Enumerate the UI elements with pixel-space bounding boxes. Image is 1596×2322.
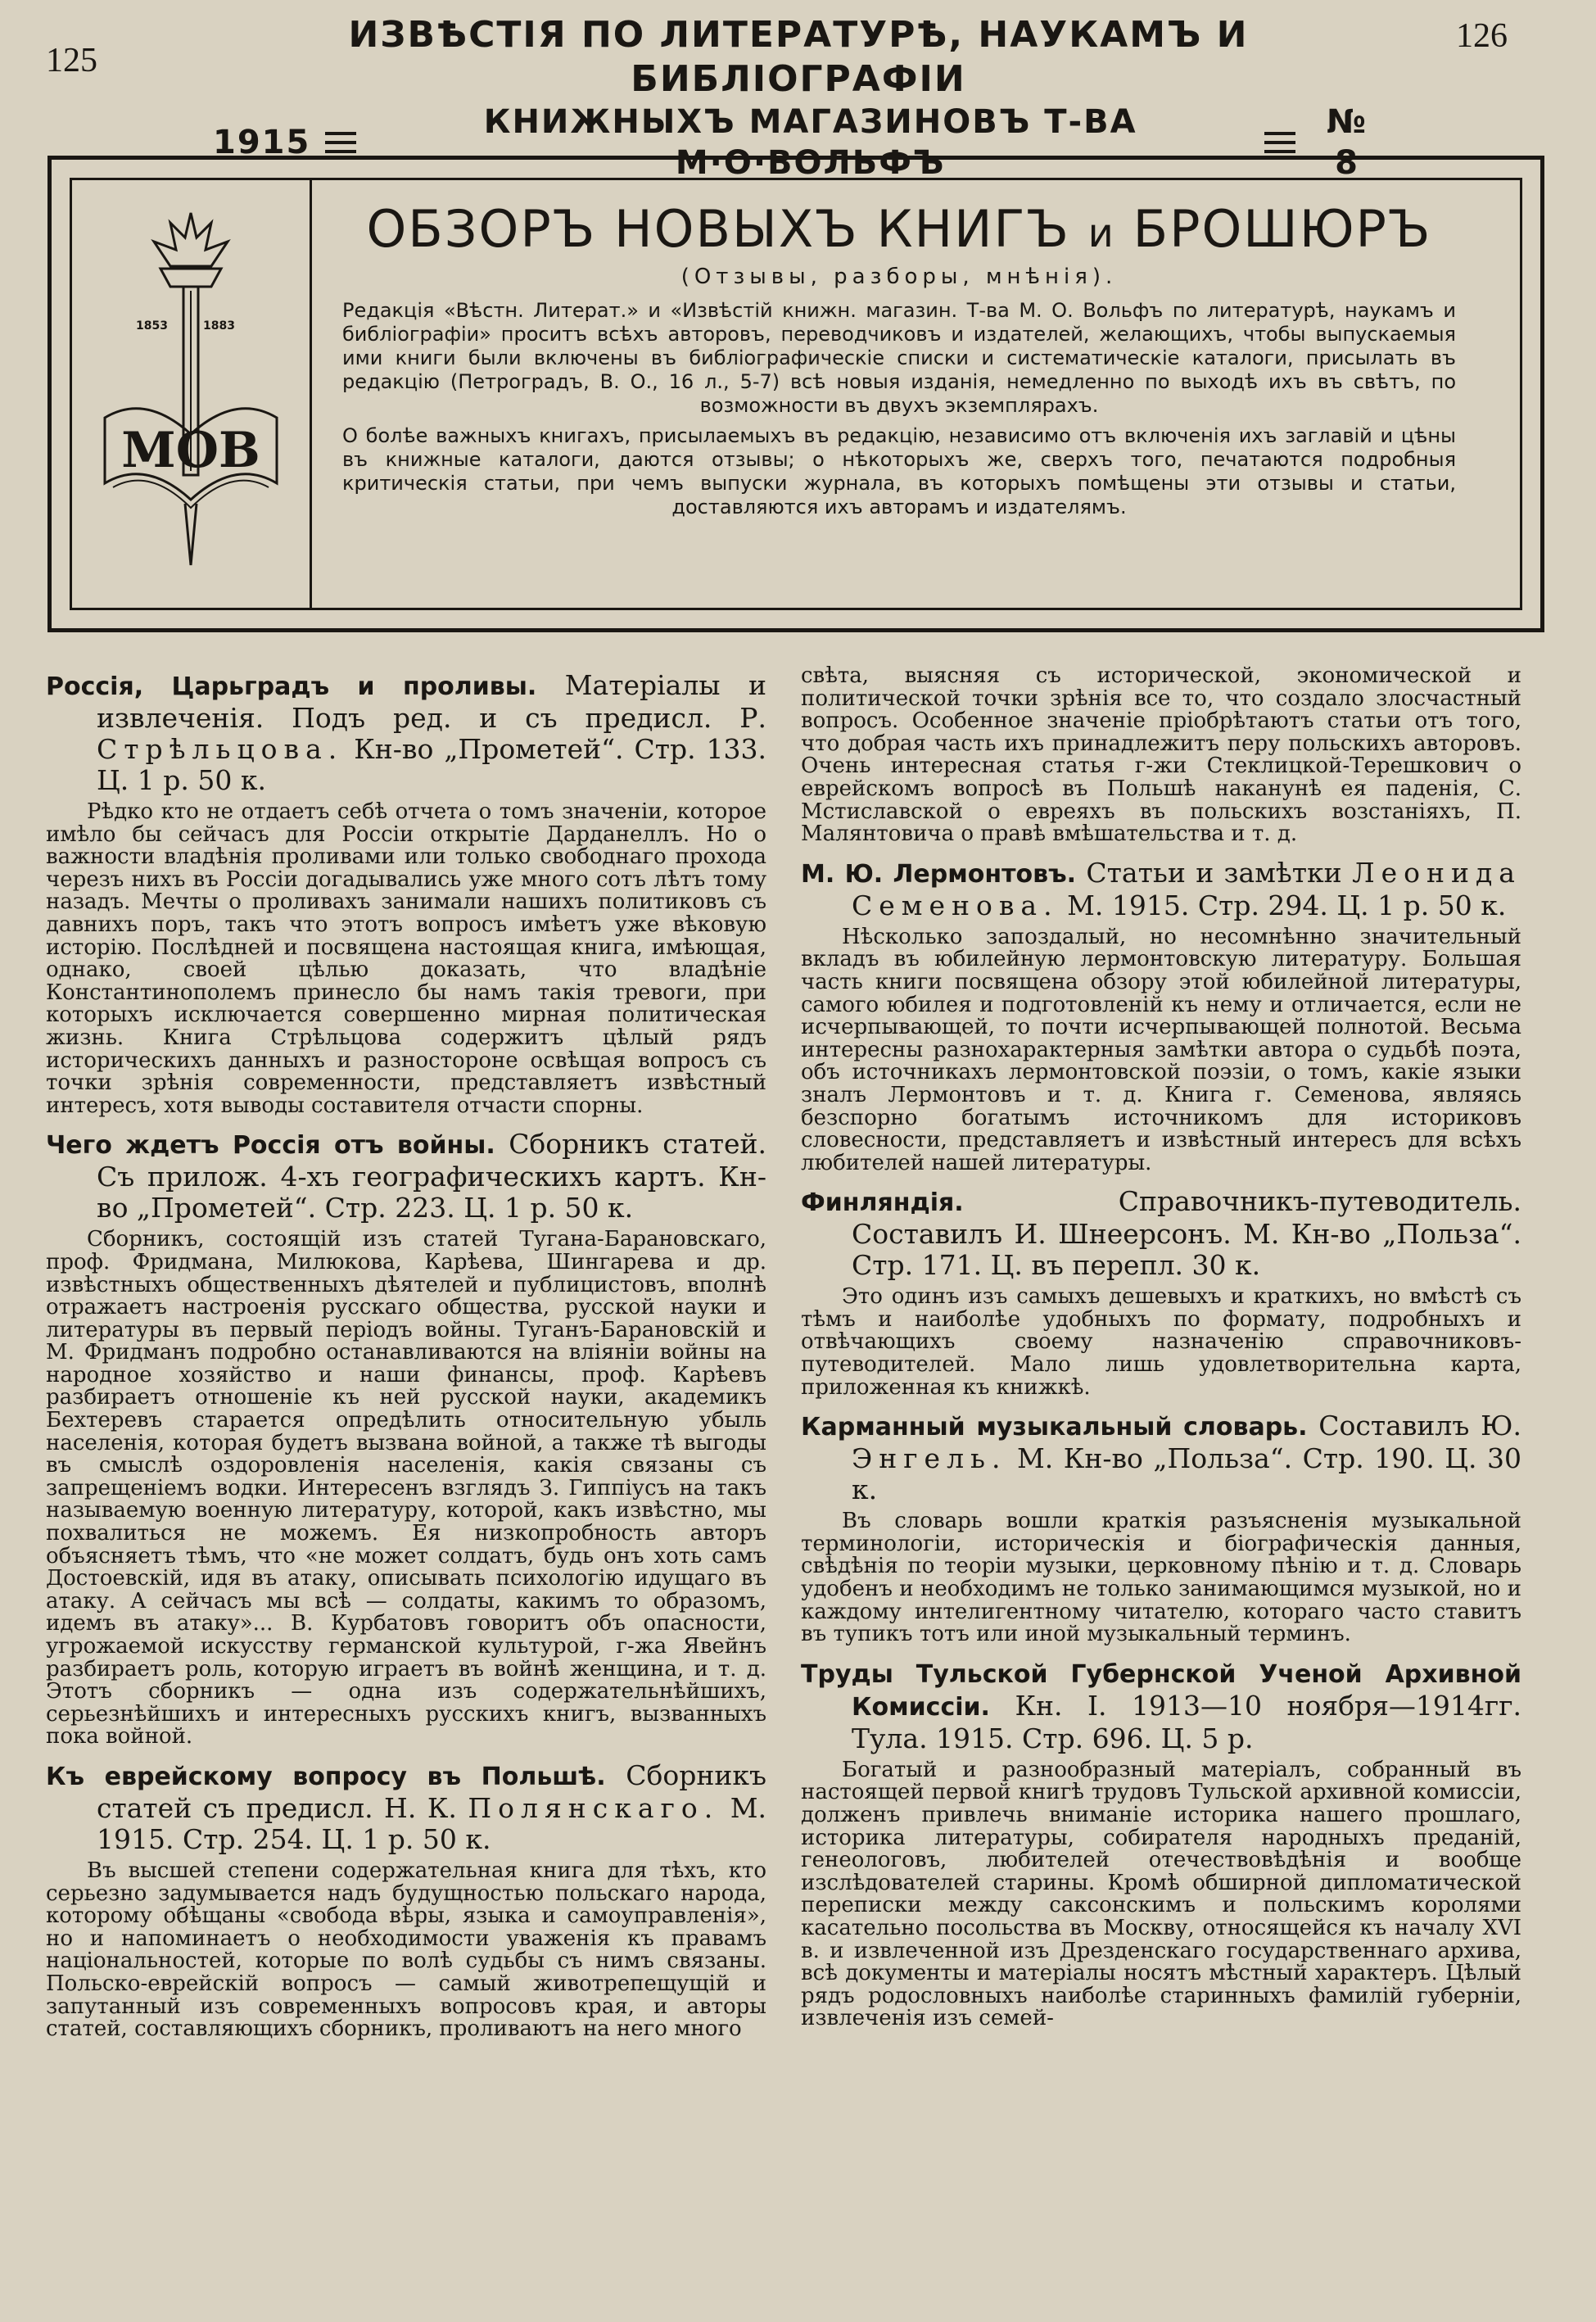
review-entry — [801, 1658, 1521, 2030]
entry-imprint: М. Кн-во „Польза“. Стр. 190. Ц. 30 к. — [852, 1442, 1521, 1506]
entry-title: Чего ждетъ Россія отъ войны. — [46, 1131, 495, 1161]
entry-heading — [801, 858, 1521, 921]
review-entry — [46, 1129, 766, 1749]
entry-title: Карманный музыкальный словарь. — [801, 1413, 1308, 1442]
notice-text — [342, 200, 1456, 519]
entry-title: Финляндія. — [801, 1188, 964, 1218]
page-number-left: 125 — [46, 42, 97, 79]
entry-meta: Кн. I. 1913—10 ноября—1914гг. Тула. 1915. Стр. 696. Ц. 5 р. — [852, 1689, 1521, 1754]
review-entry — [46, 670, 766, 1117]
notice-inner-frame — [70, 178, 1522, 610]
review-entry — [46, 1760, 766, 2041]
publisher-emblem — [72, 180, 312, 608]
review-entry — [801, 858, 1521, 1175]
notice-paragraph-2: О болѣе важныхъ книгахъ, присылаемыхъ въ редакцію, независимо отъ включенія ихъ заглавій и цѣны въ книжные каталоги, даются отзывы; о нѣкоторыхъ же, сверхъ того, печатаются подробныя критическія статьи, при чемъ выпуски журнала, въ которыхъ помѣщены эти отзывы и статьи, доставляются ихъ авторамъ и издателямъ. — [342, 424, 1456, 518]
notice-title-part-a: ОБЗОРЪ НОВЫХЪ КНИГЪ — [366, 199, 1070, 259]
entry-meta: Статьи и замѣтки — [1086, 856, 1342, 889]
emblem-monogram: МОВ — [121, 422, 260, 479]
notice-paragraph-1: Редакція «Вѣстн. Литерат.» и «Извѣстій книжн. магазин. Т-ва М. О. Вольфъ по литературѣ, наукамъ и библіографіи» проситъ всѣхъ авторовъ, переводчиковъ и издателей, желающихъ, чтобы выпускаемыя ими книги были включены въ библіографическіе списки и систематическіе каталоги, присылать въ редакцію (Петроградъ, В. О., 16 л., 5-7) всѣ новыя изданія, немедленно по выходѣ ихъ въ свѣтъ, по возможности въ двухъ экземплярахъ. — [342, 299, 1456, 417]
triple-rule-icon — [325, 132, 356, 153]
emblem-year-left: 1853 — [136, 319, 168, 333]
entry-heading — [46, 1129, 766, 1224]
entry-author: Стрѣльцова. — [97, 733, 344, 765]
left-column — [46, 665, 766, 2053]
entry-title: Труды Тульской Губернской Ученой Архивной Комиссіи. — [801, 1659, 1521, 1722]
review-entry — [801, 1186, 1521, 1399]
entry-body: Въ высшей степени содержательная книга для тѣхъ, кто серьезно задумывается надъ будущностью польскаго народа, которому обѣщаны «свобода вѣры, языка и самоуправленія», но и напоминаетъ о необходимости уваженія къ правамъ національностей, которые по волѣ судьбы съ нимъ связаны. Польско-еврейскій вопросъ — самый животрепещущій и запутанный изъ современныхъ вопросовъ края, и авторы статей, составляющихъ сборникъ, проливаютъ на него много — [46, 1858, 766, 2042]
entry-author: Энгель. — [852, 1442, 1007, 1475]
running-head-publisher: КНИЖНЫХЪ МАГАЗИНОВЪ Т-ВА М·О·ВОЛЬФЪ — [483, 103, 1137, 182]
entry-heading — [46, 670, 766, 796]
running-head-line1: ИЗВѢСТІЯ ПО ЛИТЕРАТУРѢ, НАУКАМЪ И БИБЛІОГРАФІИ — [348, 14, 1249, 100]
entry-imprint: М. 1915. Стр. 294. Ц. 1 р. 50 к. — [1067, 889, 1507, 921]
entry-body: Нѣсколько запоздалый, но несомнѣнно значительный вкладъ въ юбилейную лермонтовскую литературу. Большая часть книги посвящена обзору этой юбилейной литературы, самого юбилея и подготовленій къ нему и отличается, если не исчерпывающей, то почти исчерпывающей полнотой. Весьма интересны разнохарактерныя замѣтки автора о судьбѣ поэта, объ источникахъ лермонтовской поэзіи, о томъ, какіе языки зналъ Лермонтовъ и т. д. Книга г. Семенова, являясь безспорно богатымъ источникомъ для историковъ словесности, представляетъ и извѣстный интересъ для всѣхъ любителей нашей литературы. — [801, 924, 1521, 1175]
entry-body: Сборникъ, состоящій изъ статей Тугана-Барановскаго, проф. Фридмана, Милюкова, Карѣева, Шингарева и др. извѣстныхъ общественныхъ дѣятелей и публицистовъ, вполнѣ отражаетъ настроенія русскаго общества, русской науки и литературы въ первый періодъ войны. Туганъ-Барановскій и М. Фридманъ подробно останавливаются на вліяніи войны на народное хозяйство и наши финансы, проф. Карѣевъ разбираетъ отношеніе къ ней русской науки, академикъ Бехтеревъ старается опредѣлить относительную убыль населенія, которая будетъ вызвана войной, а также тѣ выгоды въ смыслѣ оздоровленія населенія, какія связаны съ запрещеніемъ водки. Интересенъ взглядъ З. Гиппіусъ на такъ называемую военную литературу, которой, какъ извѣстно, мы похвалиться не можемъ. Ея низкопробность авторъ объясняетъ тѣмъ, что «не может солдатъ, будь онъ хоть самъ Достоевскій, идя въ атаку, описывать психологію идущаго въ атаку. А сейчасъ мы всѣ — солдаты, какимъ то образомъ, идемъ въ атаку»... В. Курбатовъ говоритъ объ опасности, угрожаемой искусству германской культурой, г-жа Явейнъ разбираетъ роль, которую играетъ въ войнѣ женщина, и т. д. Этотъ сборникъ — одна изъ содержательнѣйшихъ, серьезнѣйшихъ и интересныхъ русскихъ книгъ, вызванныхъ пока войной. — [46, 1227, 766, 1749]
entry-imprint: М. 1915. Стр. 254. Ц. 1 р. 50 к. — [97, 1791, 766, 1855]
entry-heading — [46, 1760, 766, 1855]
notice-frame — [47, 156, 1544, 632]
entry-author: Полянскаго. — [468, 1791, 720, 1824]
entry-body: Рѣдко кто не отдаетъ себѣ отчета о томъ значеніи, которое имѣло бы сейчасъ для Россіи открытіе Дарданеллъ. Но о важности владѣнія проливами или только свободнаго прохода черезъ нихъ въ Россіи догадывались уже много сотъ лѣтъ тому назадъ. Мечты о проливахъ занимали нашихъ политиковъ съ давнихъ поръ, такъ что этотъ вопросъ имѣетъ уже вѣковую исторію. Послѣдней и посвящена настоящая книга, имѣющая, однако, своей цѣлью доказать, что владѣніе Константинополемъ принесло бы намъ такія тревоги, при которыхъ исключается совершенно мирная политическая жизнь. Книга Стрѣльцова содержитъ цѣлый рядъ историческихъ данныхъ и разностороне освѣщая вопросъ съ точки зрѣнія современности, представляетъ извѣстный интересъ, хотя выводы составителя отчасти спорны. — [46, 799, 766, 1118]
notice-title-and: и — [1087, 210, 1115, 256]
entry-body: Богатый и разнообразный матеріалъ, собранный въ настоящей первой книгѣ трудовъ Тульской архивной комиссіи, долженъ привлечь вниманіе историка нашего прошлаго, историка литературы, собирателя народныхъ преданій, генеологовъ, любителей отечествовѣдѣнія и вообще изслѣдователей старины. Кромѣ обширной дипломатической переписки между саксонскимъ и польскимъ королями касательно посольства въ Москву, относящейся къ началу XVI в. и извлеченной изъ Дрезденскаго государственнаго архива, всѣ документы и матеріалы носятъ мѣстный характеръ. Цѣлый рядъ родословныхъ наиболѣе старинныхъ фамилій губерніи, извлеченія изъ семей- — [801, 1757, 1521, 2031]
entry-meta: Матеріалы и извлеченія. Подъ ред. и съ предисл. Р. — [97, 669, 766, 734]
triple-rule-icon — [1264, 132, 1295, 153]
torch-book-emblem-icon — [88, 205, 293, 590]
notice-title — [342, 200, 1456, 263]
running-head-issue: № 8 — [1326, 103, 1368, 182]
entry-heading — [801, 1410, 1521, 1505]
entry-heading — [801, 1658, 1521, 1754]
entry-heading — [801, 1186, 1521, 1281]
page-number-right: 126 — [1456, 17, 1508, 55]
entry-author: Леонида Семенова. — [852, 856, 1521, 921]
entry-title: М. Ю. Лермонтовъ. — [801, 859, 1077, 889]
entry-meta: Сборникъ статей. Съ прилож. 4-хъ географическихъ картъ. Кн-во „Прометей“. Стр. 223. Ц. 1 р. 50 к. — [97, 1128, 766, 1224]
entry-meta: Составилъ Ю. — [1318, 1410, 1521, 1442]
entry-body-continuation: свѣта, выясняя съ исторической, экономической и политической точки зрѣнія все то, что создало злосчастный вопросъ. Особенное значеніе пріобрѣтаютъ статьи отъ того, что добрая часть ихъ принадлежитъ перу польскихъ авторовъ. Очень интересная статья г-жи Стеклицкой-Терешкович о еврейскомъ вопросѣ въ Польшѣ наканунѣ ея паденія, С. Мстиславской о евреяхъ въ польскихъ возстаніяхъ, П. Малянтовича о правѣ вмѣшательства и т. д. — [801, 663, 1521, 847]
right-column — [801, 665, 1521, 2042]
entry-body: Это одинъ изъ самыхъ дешевыхъ и краткихъ, но вмѣстѣ съ тѣмъ и наиболѣе удобныхъ по формату, подробныхъ и отвѣчающихъ своему назначенію справочниковъ-путеводителей. Мало лишь удовлетворительна карта, приложенная къ книжкѣ. — [801, 1284, 1521, 1400]
running-head-year: 1915 — [213, 124, 311, 161]
emblem-year-right: 1883 — [203, 319, 235, 333]
review-entry — [801, 1410, 1521, 1646]
entry-meta: Сборникъ статей съ предисл. Н. К. — [97, 1758, 766, 1824]
notice-title-part-b: БРОШЮРЪ — [1133, 199, 1432, 259]
notice-subtitle: (Отзывы, разборы, мнѣнія). — [680, 265, 1118, 289]
entry-title: Къ еврейскому вопросу въ Польшѣ. — [46, 1762, 606, 1791]
entry-imprint: Кн-во „Прометей“. Стр. 133. Ц. 1 р. 50 к. — [97, 733, 766, 796]
entry-title: Россія, Царьградъ и проливы. — [46, 672, 537, 701]
entry-meta: Справочникъ-путеводитель. Составилъ И. Шнеерсонъ. М. Кн-во „Польза“. Стр. 171. Ц. въ перепл. 30 к. — [852, 1185, 1521, 1282]
entry-body: Въ словарь вошли краткія разъясненія музыкальной терминологіи, историческія и біографическія данныя, свѣдѣнія по теоріи музыки, церковному пѣнію и т. д. Словарь удобенъ и необходимъ не только занимающимся музыкой, но и каждому интелигентному читателю, котораго часто ставитъ въ тупикъ тотъ или иной музыкальный терминъ. — [801, 1509, 1521, 1647]
